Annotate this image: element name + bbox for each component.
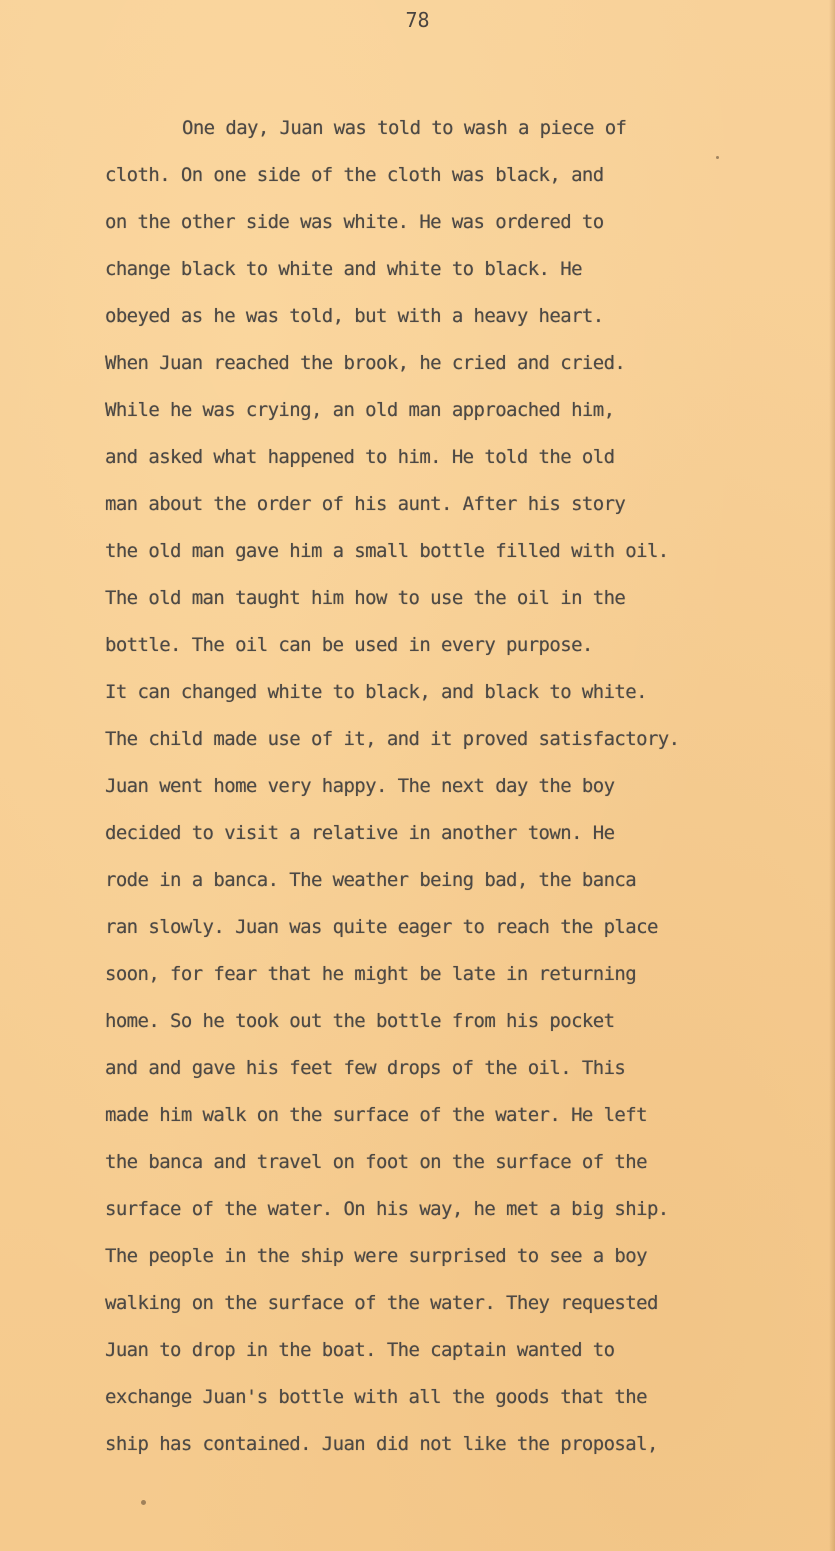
text-line: rode in a banca. The weather being bad, the banca — [105, 869, 637, 891]
text-line: man about the order of his aunt. After his story — [105, 493, 626, 515]
page-number: 78 — [405, 8, 430, 32]
text-line: When Juan reached the brook, he cried and cried. — [105, 352, 626, 374]
text-line: ship has contained. Juan did not like the proposal, — [105, 1433, 658, 1455]
text-line: walking on the surface of the water. They requested — [105, 1292, 658, 1314]
text-line: surface of the water. On his way, he met a big ship. — [105, 1198, 669, 1220]
text-line: ran slowly. Juan was quite eager to reach the place — [105, 916, 658, 938]
ink-speck — [716, 156, 719, 159]
text-line: on the other side was white. He was ordered to — [105, 211, 604, 233]
text-line: Juan went home very happy. The next day the boy — [105, 775, 615, 797]
text-line: exchange Juan's bottle with all the goods that the — [105, 1386, 647, 1408]
text-line: While he was crying, an old man approached him, — [105, 399, 615, 421]
text-line: Juan to drop in the boat. The captain wanted to — [105, 1339, 615, 1361]
text-line: The child made use of it, and it proved satisfactory. — [105, 728, 680, 750]
text-line: change black to white and white to black. He — [105, 258, 582, 280]
text-line: home. So he took out the bottle from his pocket — [105, 1010, 615, 1032]
text-line: The people in the ship were surprised to see a boy — [105, 1245, 647, 1267]
text-line: It can changed white to black, and black to white. — [105, 681, 647, 703]
text-line: One day, Juan was told to wash a piece of — [182, 117, 627, 139]
text-line: the old man gave him a small bottle filled with oil. — [105, 540, 669, 562]
text-line: obeyed as he was told, but with a heavy heart. — [105, 305, 604, 327]
text-line: and and gave his feet few drops of the oil. This — [105, 1057, 626, 1079]
page-edge-shadow — [829, 0, 835, 1551]
text-line: The old man taught him how to use the oil in the — [105, 587, 626, 609]
text-line: cloth. On one side of the cloth was black, and — [105, 164, 604, 186]
text-line: and asked what happened to him. He told the old — [105, 446, 615, 468]
text-line: made him walk on the surface of the water. He left — [105, 1104, 647, 1126]
ink-speck — [141, 1500, 146, 1505]
text-line: soon, for fear that he might be late in returning — [105, 963, 637, 985]
text-line: bottle. The oil can be used in every purpose. — [105, 634, 593, 656]
text-line: the banca and travel on foot on the surface of the — [105, 1151, 647, 1173]
text-line: decided to visit a relative in another town. He — [105, 822, 615, 844]
